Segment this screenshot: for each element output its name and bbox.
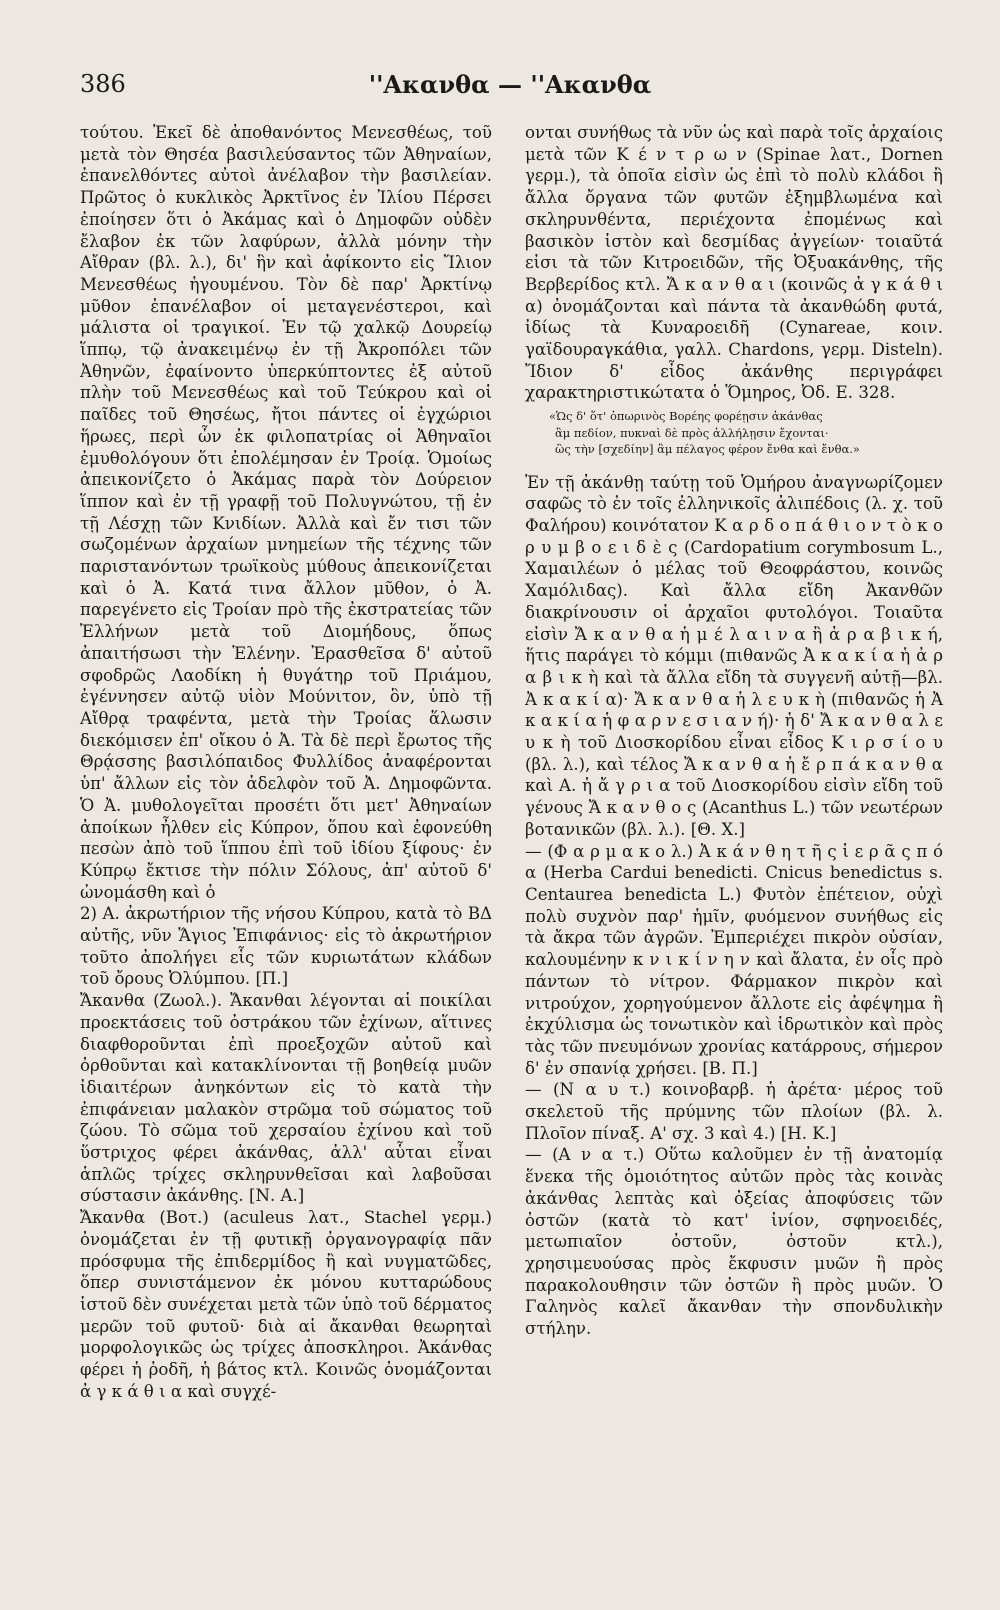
homer-quote	[549, 408, 943, 458]
right-column	[525, 122, 943, 1340]
running-title: ''Ακανθα — ''Ακανθα	[368, 70, 652, 99]
right-paragraph-3: — (Φ α ρ μ α κ ο λ.) Ἀ κ ά ν θ η τ ῆ ς ἱ ε ρ ᾶ ς π ό α (Herba Cardui benedicti. Cnicus benedictus s. Centaurea benedicta L.) Φυτὸν ἐπέτειον, οὐχὶ πολὺ συχνὸν παρ' ἡμῖν, φυόμενον συνήθως εἰς τὰ ἄκρα τῶν ἀγρῶν. Ἐμπεριέχει πικρὸν οὐσίαν, καλουμένην κ ν ι κ ί ν η ν καὶ ἄλατα, ἐν οἷς πρὸ πάντων τὸ νίτρον. Φάρμακον πικρὸν καὶ νιτρούχον, χορηγούμενον ἄλλοτε εἰς ἀφέψημα ἢ ἐκχύλισμα ὡς τονωτικὸν καὶ ἱδρωτικὸν καὶ πρὸς τὰς τῶν πνευμόνων χρονίας κατάρρους, σήμερον δ' ἐν σπανίᾳ χρήσει. [Β. Π.]	[525, 841, 943, 1078]
left-paragraph-3: Ἄκανθα (Ζωολ.). Ἄκανθαι λέγονται αἱ ποικίλαι προεκτάσεις τοῦ ὀστράκου τῶν ἐχίνων, αἵτινες διαφθοροῦνται ἐπὶ προεξοχῶν αὐτοῦ καὶ ὀρθοῦνται καὶ κατακλίνονται τῇ βοηθείᾳ μυῶν ἰδιαιτέρων ἀνηκόντων εἰς τὸ κατὰ τὴν ἐπιφάνειαν μαλακὸν στρῶμα τοῦ σώματος τοῦ ζώου. Τὸ σῶμα τοῦ χερσαίου ἐχίνου καὶ τοῦ ὕστριχος φέρει ἀκάνθας, ἀλλ' αὗται εἶναι ἁπλῶς τρίχες σκληρυνθεῖσαι καὶ λαβοῦσαι σύστασιν ἀκάνθης. [Ν. Α.]	[80, 991, 492, 1206]
quote-line-3: ὣς τὴν [σχεδίην] ἂμ πέλαγος φέρον ἔνθα καὶ ἔνθα.»	[555, 442, 860, 457]
right-paragraph-1: ονται συνήθως τὰ νῦν ὡς καὶ παρὰ τοῖς ἀρχαίοις μετὰ τῶν Κ έ ν τ ρ ω ν (Spinae λατ., Dornen γερμ.), τὰ ὁποῖα εἰσὶν ὡς ἐπὶ τὸ πολὺ κλάδοι ἢ ἄλλα ὄργανα τῶν φυτῶν ἐξημβλωμένα καὶ σκληρυνθέντα, περιέχοντα ἐπομένως καὶ βασικὸν ἱστὸν καὶ δεσμίδας ἀγγείων· τοιαῦτά εἰσι τὰ τῶν Κιτροειδῶν, τῆς Ὀξυακάνθης, τῆς Βερβερίδος κτλ. Ἄ κ α ν θ α ι (κοινῶς ἀ γ κ ά θ ι α) ὀνομάζονται καὶ πάντα τὰ ἀκανθώδη φυτά, ἰδίως τὰ Κυναροειδῆ (Cynareae, κοιν. γαϊδουραγκάθια, γαλλ. Chardons, γερμ. Disteln). Ἴδιον δ' εἶδος ἀκάνθης περιγράφει χαρακτηριστικώτατα ὁ Ὅμηρος, Ὀδ. Ε. 328.	[525, 123, 943, 403]
right-paragraph-2: Ἐν τῇ ἀκάνθῃ ταύτῃ τοῦ Ὁμήρου ἀναγνωρίζομεν σαφῶς τὸ ἐν τοῖς ἐλληνικοῖς ἀλιπέδοις (λ. χ. τοῦ Φαλήρου) κοινότατον Κ α ρ δ ο π ά θ ι ο ν τ ὸ κ ο ρ υ μ β ο ε ι δ ὲ ς (Cardopatium corymbosum L., Χαμαιλέων ὁ μέλας τοῦ Θεοφράστου, κοινῶς Χαμόλιδας). Καὶ ἄλλα εἴδη Ἀκανθῶν διακρίνουσιν οἱ ἀρχαῖοι φυτολόγοι. Τοιαῦτα εἰσὶν Ἄ κ α ν θ α ἡ μ έ λ α ι ν α ἢ ἀ ρ α β ι κ ή, ἥτις παράγει τὸ κόμμι (πιθανῶς Ἀ κ α κ ί α ἡ ἀ ρ α β ι κ ὴ καὶ τὰ ἄλλα εἴδη τὰ συγγενῆ αὐτῇ—βλ. Ἀ κ α κ ί α)· Ἄ κ α ν θ α ἡ λ ε υ κ ὴ (πιθανῶς ἡ Ἀ κ α κ ί α ἡ φ α ρ ν ε σ ι α ν ή)· ἡ δ' Ἄ κ α ν θ α λ ε υ κ ὴ τοῦ Διοσκορίδου εἶναι εἶδος Κ ι ρ σ ί ο υ (βλ. λ.), καὶ τέλος Ἄ κ α ν θ α ἡ ἔ ρ π ά κ α ν θ α καὶ Α. ἡ ἄ γ ρ ι α τοῦ Διοσκορίδου εἰσὶν εἴδη τοῦ γένους Ἄ κ α ν θ ο ς (Acanthus L.) τῶν νεωτέρων βοτανικῶν (βλ. λ.). [Θ. Χ.]	[525, 472, 943, 839]
page-number: 386	[80, 70, 126, 98]
left-paragraph-4: Ἄκανθα (Βοτ.) (aculeus λατ., Stachel γερμ.) ὀνομάζεται ἐν τῇ φυτικῇ ὀργανογραφίᾳ πᾶν πρόσφυμα τῆς ἐπιδερμίδος ἢ καὶ νυγματῶδες, ὅπερ συνιστάμενον ἐκ μόνου κυτταρώδους ἱστοῦ δὲν συνέχεται μετὰ τῶν ὑπὸ τοῦ δέρματος μερῶν τοῦ φυτοῦ· διὰ αἱ ἄκανθαι θεωρηταὶ μορφολογικῶς ὡς τρίχες ἀποσκληροι. Ἀκάνθας φέρει ἡ ῥοδῆ, ἡ βάτος κτλ. Κοινῶς ὀνομάζονται ἀ γ κ ά θ ι α καὶ συγχέ-	[80, 1208, 492, 1401]
right-paragraph-5: — (Α ν α τ.) Οὕτω καλοῦμεν ἐν τῇ ἀνατομίᾳ ἕνεκα τῆς ὁμοιότητος αὐτῶν πρὸς τὰς κοινὰς ἀκάνθας λεπτὰς καὶ ὀξείας ἀποφύσεις τῶν ὀστῶν (κατὰ τὸ κατ' ἰνίον, σφηνοειδές, μετωπιαῖον ὀστοῦν, ὀστοῦν κτλ.), χρησιμευούσας πρὸς ἔκφυσιν μυῶν ἢ πρὸς παρακολουθησιν τῶν ὀστῶν ἢ πρὸς μυῶν. Ὁ Γαληνὸς καλεῖ ἄκανθαν τὴν σπονδυλικὴν στήλην.	[525, 1145, 943, 1339]
left-paragraph-1: τούτου. Ἐκεῖ δὲ ἀποθανόντος Μενεσθέως, τοῦ μετὰ τὸν Θησέα βασιλεύσαντος τῶν Ἀθηναίων, ἐπανελθόντες αὐτοὶ ἀνέλαβον τὴν βασιλείαν. Πρῶτος ὁ κυκλικὸς Ἀρκτῖνος ἐν Ἰλίου Πέρσει ἐποίησεν ὅτι ὁ Ἀκάμας καὶ ὁ Δημοφῶν οὐδὲν ἔλαβον ἐκ τῶν λαφύρων, ἀλλὰ μόνην τὴν Αἴθραν (βλ. λ.), δι' ἣν καὶ ἀφίκοντο εἰς Ἴλιον Μενεσθέως ἡγουμένου. Τὸν δὲ παρ' Ἀρκτίνῳ μῦθον ἐπανέλαβον οἱ μεταγενέστεροι, καὶ μάλιστα οἱ τραγικοί. Ἐν τῷ χαλκῷ Δουρείῳ ἵππῳ, τῷ ἀνακειμένῳ ἐν τῇ Ἀκροπόλει τῶν Ἀθηνῶν, ἐφαίνοντο ὑπερκύπτοντες ἐξ αὐτοῦ πλὴν τοῦ Μενεσθέως καὶ τοῦ Τεύκρου καὶ οἱ παῖδες τοῦ Θησέως, ἤτοι πάντες οἱ ἐγχώριοι ἥρωες, περὶ ὧν ἐκ φιλοπατρίας οἱ Ἀθηναῖοι ἐμυθολόγουν ὅτι ἐπολέμησαν ἐν Τροίᾳ. Ὁμοίως ἀπεικονίζετο ὁ Ἀκάμας παρὰ τὸν Δούρειον ἵππον καὶ ἐν τῇ γραφῇ τοῦ Πολυγνώτου, τῇ ἐν τῇ Λέσχῃ τῶν Κνιδίων. Ἀλλὰ καὶ ἔν τισι τῶν σωζομένων ἀρχαίων μνημείων τῆς τέχνης τῶν παριστανόντων τρωϊκοὺς μύθους ἀπεικονίζεται καὶ ὁ Ἀ. Κατά τινα ἄλλον μῦθον, ὁ Ἀ. παρεγένετο εἰς Τροίαν πρὸ τῆς ἐκστρατείας τῶν Ἑλλήνων μετὰ τοῦ Διομήδους, ὅπως ἀπαιτήσωσι τὴν Ἑλένην. Ἐρασθεῖσα δ' αὐτοῦ σφοδρῶς Λαοδίκη ἡ θυγάτηρ τοῦ Πριάμου, ἐγέννησεν αὐτῷ υἱὸν Μούνιτον, ὃν, ὑπὸ τῇ Αἴθρᾳ τραφέντα, μετὰ τὴν Τροίας ἅλωσιν διεκόμισεν ἐπ' οἴκου ὁ Ἀ. Τὰ δὲ περὶ ἔρωτος τῆς Θρᾴσσης βασιλόπαιδος Φυλλίδος ἀναφέρονται ὑπ' ἄλλων εἰς τὸν ἀδελφὸν τοῦ Ἀ. Δημοφῶντα. Ὁ Ἀ. μυθολογεῖται προσέτι ὅτι μετ' Ἀθηναίων ἀποίκων ἦλθεν εἰς Κύπρον, ὅπου καὶ ἐφονεύθη πεσὼν ἀπὸ τοῦ ἵππου ἐπὶ τοῦ ἰδίου ξίφους· ἐν Κύπρῳ ἔκτισε τὴν πόλιν Σόλους, ἀπ' αὐτοῦ δ' ὠνομάσθη καὶ ὁ	[80, 123, 492, 902]
page-header	[80, 70, 940, 110]
quote-line-1: «Ὡς δ' ὅτ' ὀπωρινὸς Βορέης φορέῃσιν ἀκάνθας	[549, 409, 823, 424]
left-column	[80, 122, 492, 1402]
quote-line-2: ἂμ πεδίον, πυκναὶ δὲ πρὸς ἀλλήλῃσιν ἔχονται·	[555, 425, 829, 440]
right-paragraph-4: — (Ν α υ τ.) κοινοβαρβ. ἡ ἀρέτα· μέρος τοῦ σκελετοῦ τῆς πρύμνης τῶν πλοίων (βλ. λ. Πλοῖον πίναξ. Α' σχ. 3 καὶ 4.) [Η. Κ.]	[525, 1080, 943, 1143]
left-paragraph-2: 2) Α. ἀκρωτήριον τῆς νήσου Κύπρου, κατὰ τὸ ΒΔ αὐτῆς, νῦν Ἅγιος Ἐπιφάνιος· εἰς τὸ ἀκρωτήριον τοῦτο ἀπολήγει εἷς τῶν κυριωτάτων κλάδων τοῦ ὄρους Ὀλύμπου. [Π.]	[80, 904, 492, 989]
